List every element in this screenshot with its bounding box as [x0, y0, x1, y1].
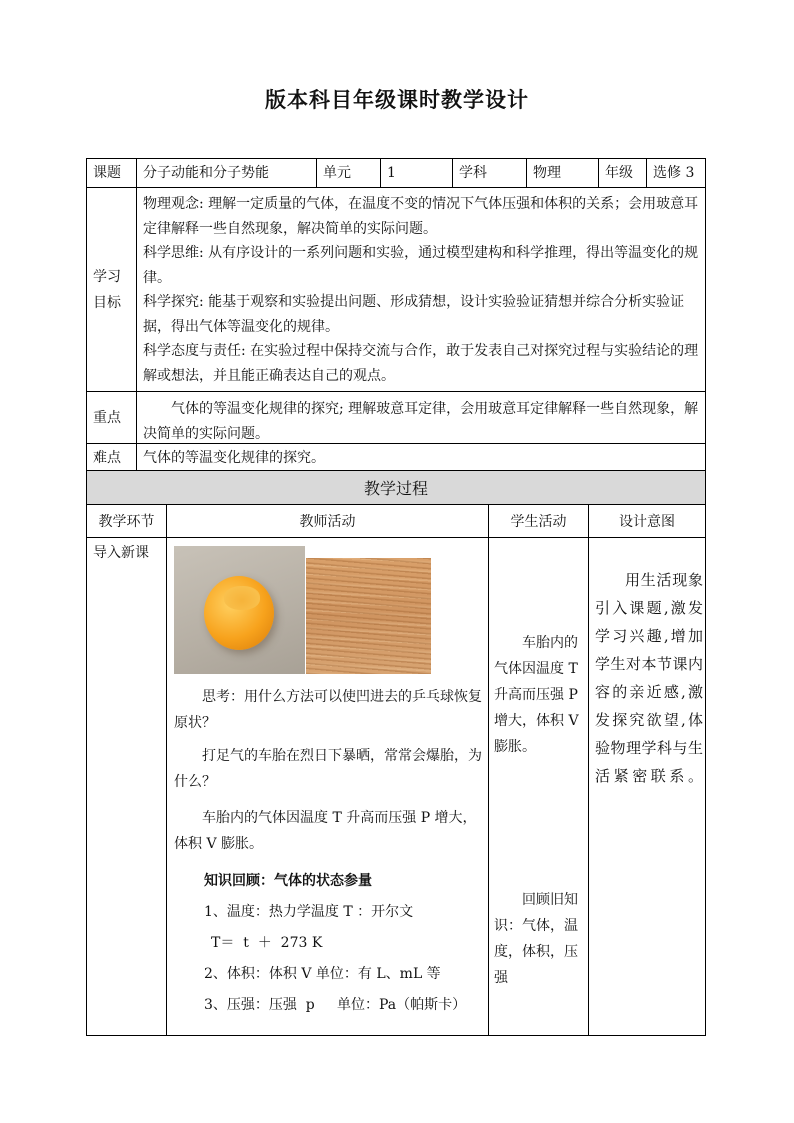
difficulty-row — [87, 444, 705, 471]
review-volume: 2、体积：体积 V 单位：有 L、mL 等 — [204, 966, 441, 982]
intro-student-cell — [489, 538, 589, 1035]
page-title: 版本科目年级课时教学设计 — [265, 87, 529, 112]
review-pressure: 3、压强：压强 p 单位：Pa（帕斯卡） — [204, 997, 467, 1013]
dented-ball-icon — [204, 576, 274, 650]
key-point-content — [137, 392, 705, 443]
subject-label: 学科 — [453, 159, 527, 187]
key-point-label: 重点 — [87, 392, 137, 443]
wood-texture-image — [306, 558, 431, 674]
objectives-label-line2: 目标 — [93, 294, 121, 311]
info-row — [87, 159, 705, 188]
student-activity-2: 回顾旧知识：气体，温度，体积，压强 — [494, 892, 578, 986]
grade-value: 选修 3 — [653, 165, 695, 181]
teacher-answer-2: 车胎内的气体因温度 T 升高而压强 P 增大，体积 V 膨胀。 — [174, 810, 477, 852]
topic-value: 分子动能和分子势能 — [137, 159, 317, 187]
intro-stage-label: 导入新课 — [93, 545, 149, 561]
ping-pong-ball-image — [174, 546, 305, 674]
process-header-text: 教学过程 — [363, 479, 428, 498]
objectives-label — [87, 188, 137, 391]
review-temperature-formula: T＝ t ＋ 273 K — [211, 935, 323, 951]
design-intent-text: 用生活现象引入课题,激发学习兴趣,增加学生对本节课内容的亲近感,激发探究欲望,体验物理学科与生活紧密联系。 — [595, 571, 703, 785]
col-intent-header: 设计意图 — [619, 514, 675, 530]
review-title: 知识回顾：气体的状态参量 — [204, 873, 372, 889]
process-header — [87, 471, 705, 505]
subject-value: 物理 — [527, 159, 599, 187]
teacher-question-1: 思考：用什么方法可以使凹进去的乒乓球恢复原状？ — [174, 689, 482, 731]
objective-item: 科学态度与责任: 在实验过程中保持交流与合作，敢于发表自己对探究过程与实验结论的理解或想法，并且能正确表达自己的观点。 — [143, 343, 699, 384]
objectives-row — [87, 188, 705, 392]
unit-label: 单元 — [317, 159, 381, 187]
key-point-text: 气体的等温变化规律的探究; 理解玻意耳定律，会用玻意耳定律解释一些自然现象，解决简单的实际问题。 — [143, 401, 699, 442]
lesson-info-table — [86, 158, 706, 471]
topic-label: 课题 — [87, 159, 137, 187]
intro-teacher-cell — [87, 538, 489, 1035]
objectives-label-line1: 学习 — [93, 268, 121, 285]
col-student-header: 学生活动 — [489, 505, 589, 537]
key-point-row — [87, 392, 705, 444]
difficulty-text: 气体的等温变化规律的探究。 — [143, 449, 325, 466]
objectives-content — [137, 188, 705, 391]
review-temperature: 1、温度：热力学温度 T ：开尔文 — [204, 904, 414, 920]
unit-value: 1 — [381, 159, 453, 187]
teacher-question-2: 打足气的车胎在烈日下暴晒，常常会爆胎，为什么？ — [174, 748, 482, 790]
student-activity-1: 车胎内的气体因温度 T 升高而压强 P 增大，体积 V 膨胀。 — [494, 635, 579, 755]
col-stage-header: 教学环节 — [87, 505, 167, 537]
grade-label: 年级 — [599, 159, 647, 187]
intro-row — [87, 538, 705, 1035]
teaching-process-table — [86, 470, 706, 1036]
process-column-headers — [87, 505, 705, 538]
objective-item: 科学探究: 能基于观察和实验提出问题、形成猜想，设计实验验证猜想并综合分析实验证据，得出气体等温变化的规律。 — [143, 294, 685, 335]
objective-item: 物理观念: 理解一定质量的气体，在温度不变的情况下气体压强和体积的关系；会用玻意耳定律解释一些自然现象，解决简单的实际问题。 — [143, 196, 699, 237]
objective-item: 科学思维: 从有序设计的一系列问题和实验，通过模型建构和科学推理，得出等温变化的规律。 — [143, 245, 699, 286]
col-teacher-header: 教师活动 — [167, 505, 489, 537]
difficulty-label: 难点 — [87, 444, 137, 471]
intro-intent-cell — [589, 538, 705, 1035]
